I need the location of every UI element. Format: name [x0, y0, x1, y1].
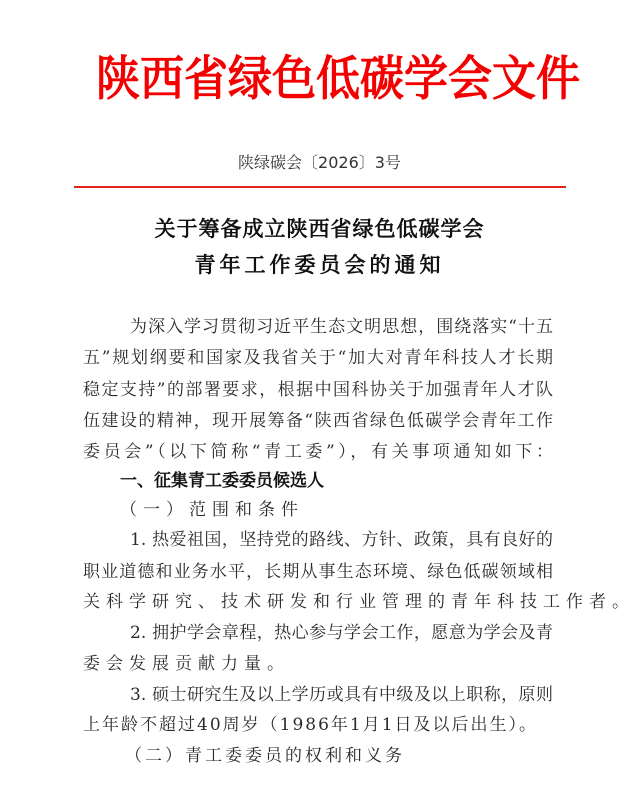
criteria-item-1-line: 职业道德和业务水平，长期从事生态环境、绿色低碳领域相 — [83, 562, 553, 582]
subsection-heading-2: （二）青工委委员的权利和义务 — [125, 746, 405, 766]
intro-line: 五”规划纲要和国家及我省关于“加大对青年科技人才长期 — [83, 348, 553, 368]
criteria-item-3-line: 3. 硕士研究生及以上学历或具有中级及以上职称，原则 — [130, 685, 553, 705]
intro-line: 稳定支持”的部署要求，根据中国科协关于加强青年人才队 — [83, 380, 553, 400]
notice-title-line-2: 青年工作委员会的通知 — [194, 252, 445, 277]
document-number: 陕绿碳会〔2026〕3号 — [238, 153, 401, 172]
intro-line: 为深入学习贯彻习近平生态文明思想，围绕落实“十五 — [130, 317, 553, 337]
criteria-item-2-line: 2. 拥护学会章程，热心参与学会工作，愿意为学会及青 — [130, 623, 553, 643]
subsection-heading-1: （一）范围和条件 — [120, 500, 304, 520]
org-document-title-text: 陕西省绿色低碳学会文件 — [96, 51, 580, 107]
section-heading-1: 一、征集青工委委员候选人 — [120, 471, 324, 491]
notice-title-line-1: 关于筹备成立陕西省绿色低碳学会 — [154, 216, 485, 241]
criteria-item-1-line: 1. 热爱祖国，坚持党的路线、方针、政策，具有良好的 — [130, 530, 553, 550]
org-document-title — [96, 51, 580, 108]
criteria-item-3-line: 上年龄不超过40周岁（1986年1月1日及以后出生）。 — [83, 715, 539, 735]
criteria-item-1-line: 关科学研究、技术研发和行业管理的青年科技工作者。 — [83, 592, 635, 612]
criteria-item-2-line: 委会发展贡献力量。 — [83, 654, 290, 674]
intro-line: 委员会”（以下简称“青工委”），有关事项通知如下： — [83, 442, 553, 462]
red-divider-rule — [74, 186, 566, 188]
intro-line: 伍建设的精神，现开展筹备“陕西省绿色低碳学会青年工作 — [83, 411, 553, 431]
